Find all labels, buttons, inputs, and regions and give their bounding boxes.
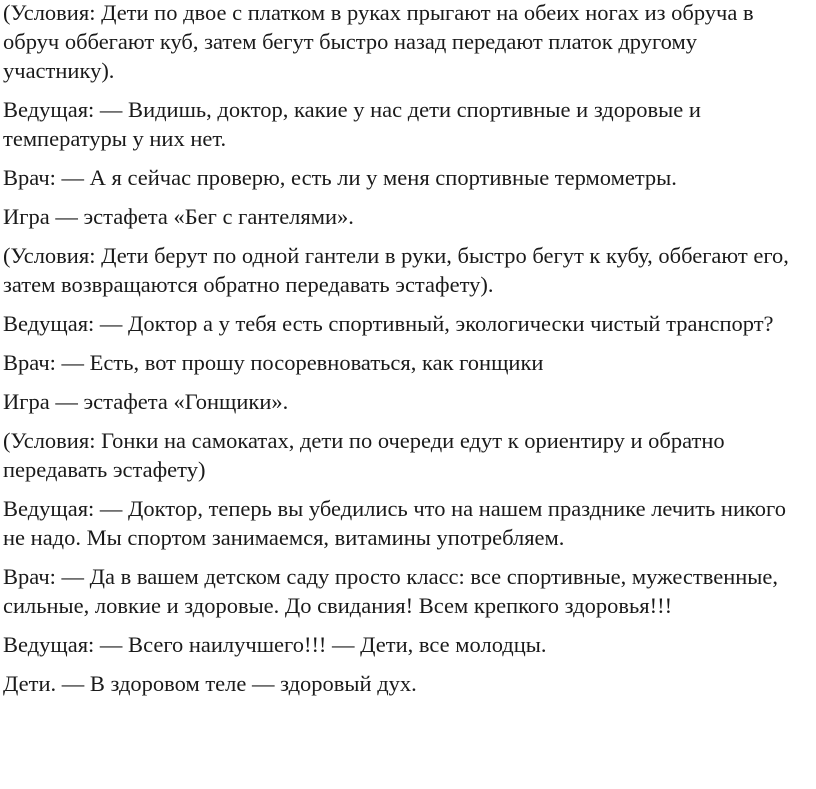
paragraph-host-4: Ведущая: — Всего наилучшего!!! — Дети, все молодцы. xyxy=(3,632,547,657)
paragraph-conditions-3: (Условия: Гонки на самокатах, дети по очереди едут к ориентиру и обратно передавать эстафету) xyxy=(3,428,725,482)
paragraph-host-3: Ведущая: — Доктор, теперь вы убедились что на нашем празднике лечить никого не надо. Мы спортом занимаемся, витамины употребляем. xyxy=(3,496,786,550)
paragraph-game-1: Игра — эстафета «Бег с гантелями». xyxy=(3,204,354,229)
paragraph-children: Дети. — В здоровом теле — здоровый дух. xyxy=(3,671,417,696)
paragraph-doctor-3: Врач: — Да в вашем детском саду просто класс: все спортивные, мужественные, сильные, ловкие и здоровые. До свидания! Всем крепкого здоровья!!! xyxy=(3,564,779,618)
paragraph-game-2: Игра — эстафета «Гонщики». xyxy=(3,389,289,414)
paragraph-host-2: Ведущая: — Доктор а у тебя есть спортивный, экологически чистый транспорт? xyxy=(3,311,774,336)
paragraph-conditions-1: (Условия: Дети по двое с платком в руках прыгают на обеих ногах из обруча в обруч оббегают куб, затем бегут быстро назад передают платок другому участнику). xyxy=(3,0,754,83)
paragraph-doctor-2: Врач: — Есть, вот прошу посоревноваться, как гонщики xyxy=(3,350,544,375)
paragraph-doctor-1: Врач: — А я сейчас проверю, есть ли у меня спортивные термометры. xyxy=(3,165,677,190)
paragraph-host-1: Ведущая: — Видишь, доктор, какие у нас дети спортивные и здоровые и температуры у них нет. xyxy=(3,97,701,151)
paragraph-conditions-2: (Условия: Дети берут по одной гантели в руки, быстро бегут к кубу, оббегают его, затем возвращаются обратно передавать эстафету). xyxy=(3,243,789,297)
